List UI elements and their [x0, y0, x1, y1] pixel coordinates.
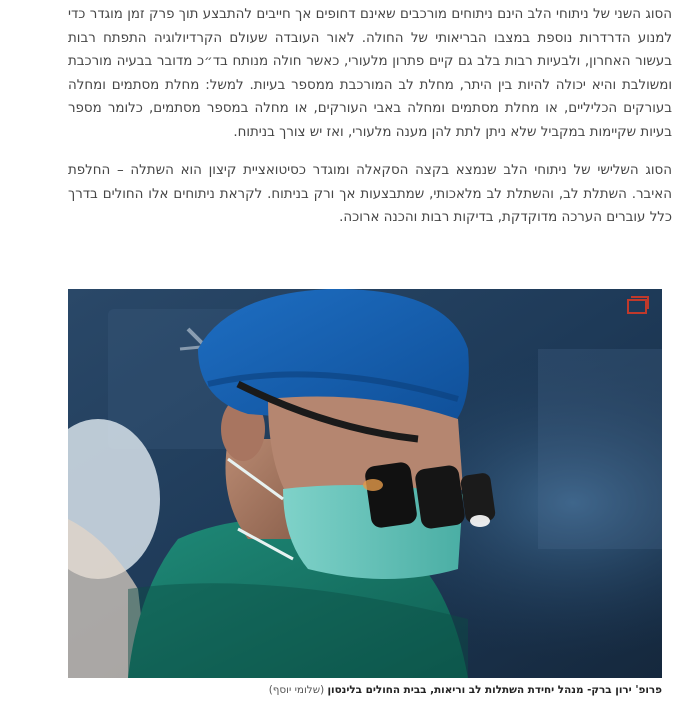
gallery-icon-glyph [626, 295, 650, 315]
caption-text: פרופ' ירון ברק- מנהל יחידת השתלות לב וריאות, בבית החולים בלינסון [327, 684, 662, 696]
article-body [68, 0, 672, 230]
article-paragraph: הסוג השני של ניתוחי הלב הינם ניתוחים מורכבים שאינם דחופים אך חייבים להתבצע תוך פרק זמן מוגדר כדי למנוע הדרדרות נוספת במצבו הבריאותי של החולה. לאור העובדה שעולם הקרדיולוגיה התפתח רבות בעשור האחרון, ולבעיות רבות בלב גם קיים פתרון מלעורי, כאשר חולה מנותח בד״כ מדובר בבעיה מורכבת ומשולבת והיא יכולה להיות בין היתר, מחלת לב המורכבת ממספר בעיות. למשל: מחלת מסתמים ומחלה בעורקים הכליליים, או מחלת מסתמים ומחלה באבי העורקים, או מחלה במספר מסתמים, כלומר מספר בעיות שקיימות במקביל שלא ניתן לתת להן מענה מלעורי, ואז יש צורך בניתוח. [68, 7, 672, 140]
photo-credit: (שלומי יוסף) [268, 684, 325, 696]
article-paragraph: הסוג השלישי של ניתוחי הלב שנמצא בקצה הסקאלה ומוגדר כסיטואציית קיצון הוא השתלה – החלפת האיבר. השתלת לב, והשתלת לב מלאכותי, שמתבצעות אך ורק בניתוח. לקראת ניתוחים אלו החולים בדרך כלל עוברים הערכה מדוקדקת, בדיקות רבות והכנה ארוכה. [68, 163, 672, 225]
article-photo [68, 289, 662, 678]
surgeon-photo-illustration [68, 289, 662, 678]
gallery-icon[interactable] [626, 295, 650, 315]
photo-caption [68, 683, 662, 697]
